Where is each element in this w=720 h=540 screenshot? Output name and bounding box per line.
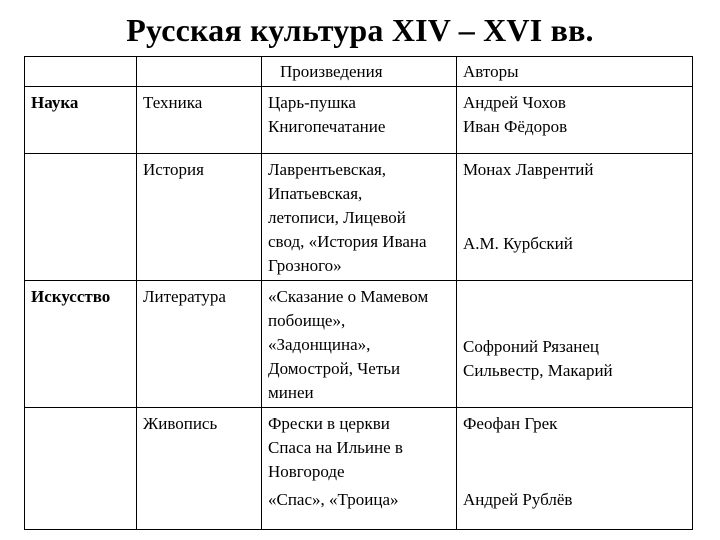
work-line: «Сказание о Мамевом <box>268 287 429 306</box>
work-line: минеи <box>268 383 314 402</box>
author-line: А.М. Курбский <box>463 234 573 253</box>
author-line: Иван Фёдоров <box>463 117 568 136</box>
work-line: Фрески в церкви <box>268 414 390 433</box>
work-line: Ипатьевская, <box>268 184 363 203</box>
author-line: Софроний Рязанец <box>463 337 600 356</box>
authors-cell <box>457 281 693 408</box>
table-header-row <box>25 57 693 87</box>
table-row <box>25 87 693 154</box>
author-line: Сильвестр, Макарий <box>463 361 613 380</box>
works-cell <box>262 154 457 281</box>
category-cell: Искусство <box>25 281 137 408</box>
works-cell <box>262 87 457 154</box>
work-line: летописи, Лицевой <box>268 208 406 227</box>
author-line: Андрей Рублёв <box>463 490 573 509</box>
authors-cell <box>457 408 693 530</box>
work-line: Лаврентьевская, <box>268 160 387 179</box>
work-line: «Задонщина», <box>268 335 371 354</box>
table-row <box>25 154 693 281</box>
authors-cell <box>457 87 693 154</box>
works-cell <box>262 281 457 408</box>
work-line: Грозного» <box>268 256 342 275</box>
table-row <box>25 408 693 530</box>
work-line: Спаса на Ильине в <box>268 438 403 457</box>
category-cell <box>25 154 137 281</box>
work-line: Книгопечатание <box>268 117 386 136</box>
work-line: побоище», <box>268 311 346 330</box>
work-line: «Спас», «Троица» <box>268 490 399 509</box>
work-line: Царь-пушка <box>268 93 356 112</box>
subcategory-cell: Литература <box>137 281 262 408</box>
table-row <box>25 281 693 408</box>
works-cell <box>262 408 457 530</box>
culture-table <box>24 56 693 530</box>
work-line: Новгороде <box>268 462 345 481</box>
author-line: Андрей Чохов <box>463 93 566 112</box>
category-cell <box>25 408 137 530</box>
work-line: Домострой, Четьи <box>268 359 401 378</box>
authors-cell <box>457 154 693 281</box>
header-empty-1 <box>25 57 137 87</box>
category-cell: Наука <box>25 87 137 154</box>
subcategory-cell: Живопись <box>137 408 262 530</box>
subcategory-cell: История <box>137 154 262 281</box>
slide-title: Русская культура XIV – XVI вв. <box>126 12 594 48</box>
header-authors: Авторы <box>457 57 693 87</box>
subcategory-cell: Техника <box>137 87 262 154</box>
work-line: свод, «История Ивана <box>268 232 427 251</box>
header-works: Произведения <box>262 57 457 87</box>
author-line: Монах Лаврентий <box>463 160 594 179</box>
author-line: Феофан Грек <box>463 414 558 433</box>
header-empty-2 <box>137 57 262 87</box>
